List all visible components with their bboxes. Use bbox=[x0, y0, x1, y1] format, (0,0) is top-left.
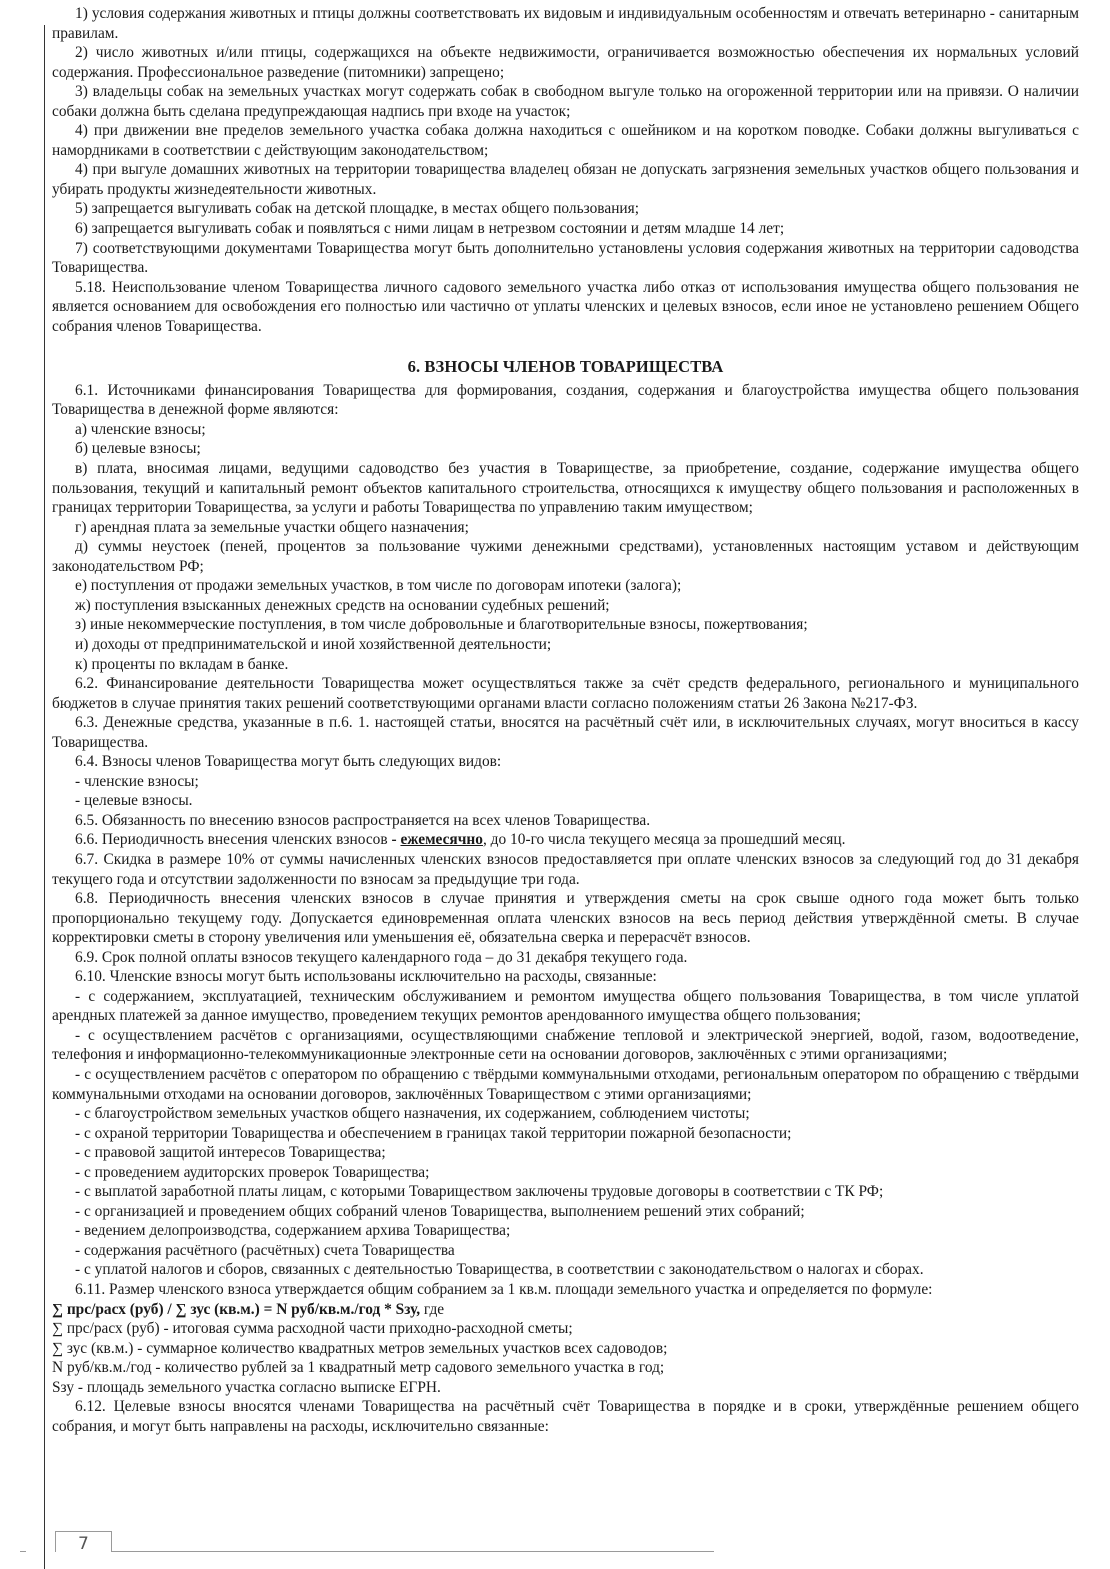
paragraph-6-1-item-a: а) членские взносы; bbox=[75, 420, 206, 438]
paragraph-6-2: 6.2. Финансирование деятельности Товарищества может осуществляться также за счёт средств федерального, регионального и муниципального бюджетов в случае принятия таких решений соответствующими органами власти согласно положениям статьи 26 Закона №217-ФЗ. bbox=[52, 675, 1079, 712]
paragraph-6-10-item-9: - с уплатой налогов и сборов, связанных с деятельностью Товарищества, в соответствии с законодательством о налогах и сборах. bbox=[75, 1261, 924, 1279]
paragraph-6-6 bbox=[52, 830, 1079, 850]
formula-legend-3: N руб/кв.м./год - количество рублей за 1 квадратный метр садового земельного участка в год; bbox=[52, 1359, 665, 1377]
formula-legend-1: ∑ прс/расх (руб) - итоговая сумма расходной части приходно-расходной сметы; bbox=[52, 1320, 573, 1338]
paragraph-6-7: 6.7. Скидка в размере 10% от суммы начисленных членских взносов предоставляется при оплате членских взносов за следующий год до 31 декабря текущего года и отсутствии задолженности по взносам за предыдущие три года. bbox=[52, 850, 1079, 888]
paragraph-6-10-item-3: - с правовой защитой интересов Товарищества; bbox=[75, 1144, 386, 1162]
paragraph-6-1-item-i: и) доходы от предпринимательской и иной хозяйственной деятельности; bbox=[75, 635, 552, 653]
paragraph-6-10-long-item-1: - с содержанием, эксплуатацией, техническим обслуживанием и ремонтом имущества общего пользования Товарищества, в том числе уплатой арендных платежей за данное имущество, проведением текущих ремонтов арендованного имущества общего пользования; bbox=[52, 987, 1079, 1025]
paragraph-6-10-intro: 6.10. Членские взносы могут быть использованы исключительно на расходы, связанные: bbox=[75, 968, 657, 986]
document-body bbox=[52, 4, 1079, 1436]
paragraph-6-6-dash: - bbox=[391, 831, 401, 849]
formula-legend-2: ∑ зус (кв.м.) - суммарное количество квадратных метров земельных участков всех садоводов; bbox=[52, 1339, 668, 1357]
paragraph-6-1-item-g: г) арендная плата за земельные участки общего назначения; bbox=[75, 518, 469, 536]
formula bbox=[52, 1300, 1079, 1320]
paragraph-6-10-item-4: - с проведением аудиторских проверок Товарищества; bbox=[75, 1163, 430, 1181]
paragraph-5-17-item-5: 5) запрещается выгуливать собак на детской площадке, в местах общего пользования; bbox=[75, 200, 640, 218]
formula-legend-4: Sзу - площадь земельного участка согласно выписке ЕГРН. bbox=[52, 1378, 441, 1396]
paragraph-6-8: 6.8. Периодичность внесения членских взносов в случае принятия и утверждения сметы на срок свыше одного года может быть только пропорционально текущему году. Допускается единовременная оплата членских взносов на весь период действия утверждённой сметы. В случае корректировки сметы в сторону увеличения или уменьшения её, обязательна сверка и перерасчёт взносов. bbox=[52, 890, 1079, 947]
paragraph-6-10-long-item-3: - с осуществлением расчётов с оператором по обращению с твёрдыми коммунальными отходами, региональным оператором по обращению с твёрдыми коммунальными отходами на основании договоров, заключённых Товариществом с этими организациями; bbox=[52, 1065, 1079, 1103]
paragraph-6-1-item-e: е) поступления от продажи земельных участков, в том числе по договорам ипотеки (залога); bbox=[75, 577, 682, 595]
paragraph-6-10-item-1: - с благоустройством земельных участков общего назначения, их содержанием, соблюдением чистоты; bbox=[75, 1105, 750, 1123]
paragraph-6-6-after: , до 10-го числа текущего месяца за прошедший месяц. bbox=[482, 831, 846, 849]
paragraph-6-6-emphasis: ежемесячно bbox=[400, 831, 483, 849]
paragraph-6-1-item-z: з) иные некоммерческие поступления, в том числе добровольные и благотворительные взносы, пожертвования; bbox=[75, 616, 808, 634]
paragraph-6-10-item-6: - с организацией и проведением общих собраний членов Товарищества, выполнением решений этих собраний; bbox=[75, 1202, 805, 1220]
paragraph-6-1-item-d: д) суммы неустоек (пеней, процентов за пользование чужими денежными средствами), установленных настоящим уставом и действующим законодательством РФ; bbox=[52, 538, 1079, 575]
paragraph-5-17-item-2: 2) число животных и/или птицы, содержащихся на объекте недвижимости, ограничивается возможностью обеспечения их нормальных условий содержания. Профессиональное разведение (питомники) запрещено; bbox=[52, 44, 1079, 81]
footer-rule-left bbox=[20, 1551, 26, 1552]
paragraph-6-4-item-1: - членские взносы; bbox=[75, 772, 199, 790]
paragraph-5-17-item-3: 3) владельцы собак на земельных участках могут содержать собак в свободном выгуле только на огороженной территории или на привязи. О наличии собаки должна быть сделана предупреждающая надпись при входе на участок; bbox=[52, 83, 1079, 120]
paragraph-6-1-item-k: к) проценты по вкладам в банке. bbox=[75, 655, 289, 673]
paragraph-6-10-long-item-2: - с осуществлением расчётов с организациями, осуществляющими снабжение тепловой и электрической энергией, водой, газом, водоотведение, телефония и информационно-телекоммуникационные электронные сети на основании договоров, заключённых с этими организациями; bbox=[52, 1026, 1079, 1064]
paragraph-6-4-intro: 6.4. Взносы членов Товарищества могут быть следующих видов: bbox=[75, 753, 502, 771]
page-left-border bbox=[44, 25, 45, 1569]
formula-tail: где bbox=[420, 1300, 445, 1318]
paragraph-6-6-before: 6.6. Периодичность внесения членских взносов bbox=[75, 831, 392, 849]
paragraph-6-1-item-v: в) плата, вносимая лицами, ведущими садоводство без участия в Товариществе, за приобретение, создание, содержание имущества общего пользования, текущий и капитальный ремонт объектов капитального строительства, относящихся к имуществу общего пользования и расположенных в границах территории Товарищества, за услуги и работы Товарищества по управлению таким имуществом; bbox=[52, 460, 1079, 517]
footer-rule-right bbox=[111, 1551, 714, 1552]
paragraph-5-18: 5.18. Неиспользование членом Товарищества личного садового земельного участка либо отказ от использования имущества общего пользования не является основанием для освобождения его полностью или частично от уплаты членских и целевых взносов, если иное не установлено решением Общего собрания членов Товарищества. bbox=[52, 278, 1079, 335]
paragraph-6-1-intro: 6.1. Источниками финансирования Товарищества для формирования, создания, содержания и благоустройства имущества общего пользования Товарищества в денежной форме являются: bbox=[52, 381, 1079, 419]
paragraph-5-17-item-4b: 4) при выгуле домашних животных на территории товарищества владелец обязан не допускать загрязнения земельных участков общего пользования и убирать продукты жизнедеятельности животных. bbox=[52, 161, 1079, 198]
formula-expression: ∑ прс/расх (руб) / ∑ зус (кв.м.) = N руб/кв.м./год * Sзу, bbox=[52, 1300, 421, 1318]
paragraph-6-9: 6.9. Срок полной оплаты взносов текущего календарного года – до 31 декабря текущего года. bbox=[75, 948, 688, 966]
paragraph-6-12: 6.12. Целевые взносы вносятся членами Товарищества на расчётный счёт Товарищества в порядке и в сроки, утверждённые решением общего собрания, и могут быть направлены на расходы, исключительно связанные: bbox=[52, 1398, 1079, 1435]
section-6-heading: 6. ВЗНОСЫ ЧЛЕНОВ ТОВАРИЩЕСТВА bbox=[407, 357, 724, 377]
paragraph-5-17-item-7: 7) соответствующими документами Товарищества могут быть дополнительно установлены условия содержания животных на территории садоводства Товарищества. bbox=[52, 239, 1079, 277]
paragraph-6-3: 6.3. Денежные средства, указанные в п.6. 1. настоящей статьи, вносятся на расчётный счёт или, в исключительных случаях, могут вноситься в кассу Товарищества. bbox=[52, 714, 1079, 751]
paragraph-6-10-item-7: - ведением делопроизводства, содержанием архива Товарищества; bbox=[75, 1222, 511, 1240]
paragraph-5-17-item-1: 1) условия содержания животных и птицы должны соответствовать их видовым и индивидуальным особенностям и отвечать ветеринарно - санитарным правилам. bbox=[52, 5, 1079, 42]
paragraph-6-4-item-2: - целевые взносы. bbox=[75, 792, 193, 810]
paragraph-6-5: 6.5. Обязанность по внесению взносов распространяется на всех членов Товарищества. bbox=[75, 811, 651, 829]
paragraph-6-10-item-5: - с выплатой заработной платы лицам, с которыми Товариществом заключены трудовые договоры в соответствии с ТК РФ; bbox=[75, 1183, 884, 1201]
paragraph-5-17-item-4a: 4) при движении вне пределов земельного участка собака должна находиться с ошейником и на коротком поводке. Собаки должны выгуливаться с намордниками в соответствии с действующим законодательством; bbox=[52, 122, 1079, 159]
page-number: 7 bbox=[78, 1534, 89, 1554]
paragraph-5-17-item-6: 6) запрещается выгуливать собак и появляться с ними лицам в нетрезвом состоянии и детям младше 14 лет; bbox=[75, 220, 785, 238]
paragraph-6-11-intro: 6.11. Размер членского взноса утверждается общим собранием за 1 кв.м. площади земельного участка и определяется по формуле: bbox=[75, 1281, 933, 1298]
paragraph-6-1-item-b: б) целевые взносы; bbox=[75, 440, 201, 458]
paragraph-6-10-item-8: - содержания расчётного (расчётных) счета Товарищества bbox=[75, 1241, 455, 1259]
paragraph-6-1-item-zh: ж) поступления взысканных денежных средств на основании судебных решений; bbox=[75, 596, 610, 614]
paragraph-6-10-item-2: - с охраной территории Товарищества и обеспечением в границах такой территории пожарной безопасности; bbox=[75, 1124, 792, 1142]
